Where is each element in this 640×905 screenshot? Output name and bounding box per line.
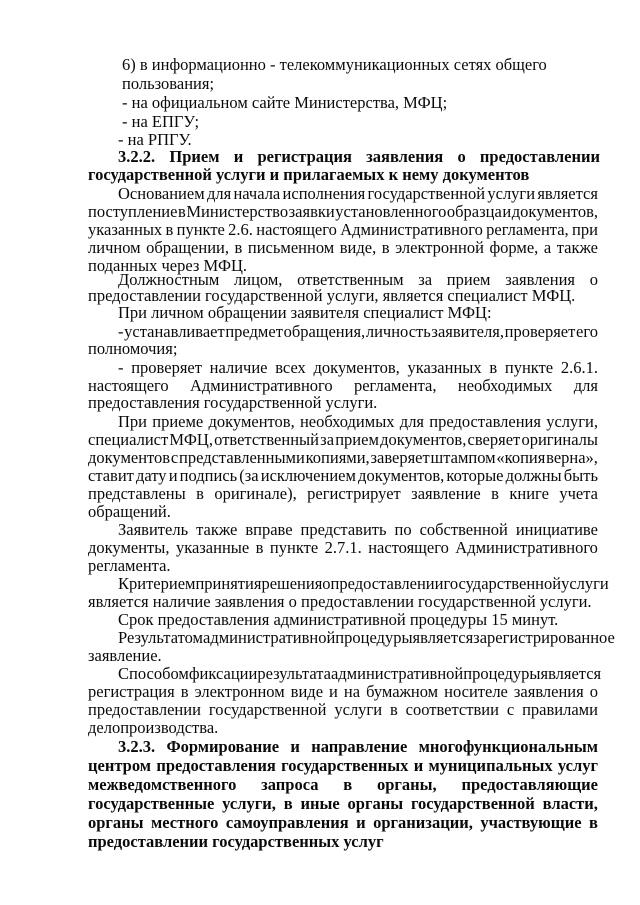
text-line: Заявитель также вправе представить по собственной инициативе bbox=[118, 520, 598, 539]
text-line: указанных в пункте 2.6. настоящего Административного регламента, при bbox=[88, 220, 598, 239]
text-line: предоставления государственной услуги. bbox=[88, 393, 378, 412]
text-line: настоящего Административного регламента, необходимых для bbox=[88, 376, 598, 395]
text-line: При приеме документов, необходимых для предоставления услуги, bbox=[118, 412, 598, 431]
text-line: предоставлении государственной услуги в соответствии с правилами bbox=[88, 700, 598, 719]
text-line: представлены в оригинале), регистрирует заявление в книге учета bbox=[88, 484, 598, 503]
text-line: - на РПГУ. bbox=[118, 130, 192, 149]
text-line: регистрация в электронном виде и на бумажном носителе заявления о bbox=[88, 682, 598, 701]
text-line: специалист МФЦ, ответственный за прием документов, сверяет оригиналы bbox=[88, 430, 598, 449]
text-line: Срок предоставления административной процедуры 15 минут. bbox=[118, 610, 559, 629]
section-heading-3-2-3: 3.2.3. Формирование и направление многофункциональным bbox=[118, 737, 598, 756]
text-line: Должностным лицом, ответственным за прием заявления о bbox=[118, 270, 598, 289]
text-line: - устанавливает предмет обращения, личность заявителя, проверяет его bbox=[118, 322, 598, 341]
text-line: пользования; bbox=[122, 74, 215, 93]
text-line: личном обращении, в письменном виде, в электронной форме, а также bbox=[88, 238, 598, 257]
text-line: поступление в Министерство заявки установленного образца и документов, bbox=[88, 202, 598, 221]
text-line: Основанием для начала исполнения государственной услуги является bbox=[118, 184, 598, 203]
text-line: 6) в информационно - телекоммуникационных сетях общего bbox=[122, 55, 547, 74]
text-line: ставит дату и подпись (за исключением документов, которые должны быть bbox=[88, 466, 598, 485]
text-line: заявление. bbox=[88, 646, 162, 665]
text-line: предоставлении государственной услуги, является специалист МФЦ. bbox=[88, 286, 576, 305]
text-line: Результатом административной процедуры является зарегистрированное bbox=[118, 628, 615, 647]
text-line: - на ЕПГУ; bbox=[122, 112, 200, 131]
text-line: - проверяет наличие всех документов, указанных в пункте 2.6.1. bbox=[118, 358, 598, 377]
text-line: регламента. bbox=[88, 556, 171, 575]
text-line: обращений. bbox=[88, 502, 171, 521]
text-line: Критерием принятия решения о предоставлении государственной услуги bbox=[118, 574, 609, 593]
text-line: полномочия; bbox=[88, 339, 178, 358]
section-heading-3-2-3: предоставлении государственных услуг bbox=[88, 832, 384, 851]
section-heading-3-2-3: государственные услуги, в иные органы государственной власти, bbox=[88, 794, 598, 813]
section-heading-3-2-3: центром предоставления государственных и муниципальных услуг bbox=[88, 756, 598, 775]
text-line: является наличие заявления о предоставлении государственной услуги. bbox=[88, 592, 592, 611]
text-line: документы, указанные в пункте 2.7.1. настоящего Административного bbox=[88, 538, 598, 557]
text-line: делопроизводства. bbox=[88, 718, 219, 737]
section-heading-3-2-3: межведомственного запроса в органы, предоставляющие bbox=[88, 775, 598, 794]
text-line: поданных через МФЦ. bbox=[88, 256, 248, 275]
text-line: - на официальном сайте Министерства, МФЦ; bbox=[122, 93, 448, 112]
text-line: документов с представленными копиями, заверяет штампом «копия верна», bbox=[88, 448, 598, 467]
section-heading-3-2-2: 3.2.2. Прием и регистрация заявления о предоставлении bbox=[118, 147, 600, 166]
section-heading-3-2-3: органы местного самоуправления и организации, участвующие в bbox=[88, 813, 598, 832]
text-line: Способом фиксации результата административной процедуры является bbox=[118, 664, 602, 683]
section-heading-3-2-2: государственной услуги и прилагаемых к нему документов bbox=[88, 165, 530, 184]
text-line: При личном обращении заявителя специалист МФЦ: bbox=[118, 303, 492, 322]
